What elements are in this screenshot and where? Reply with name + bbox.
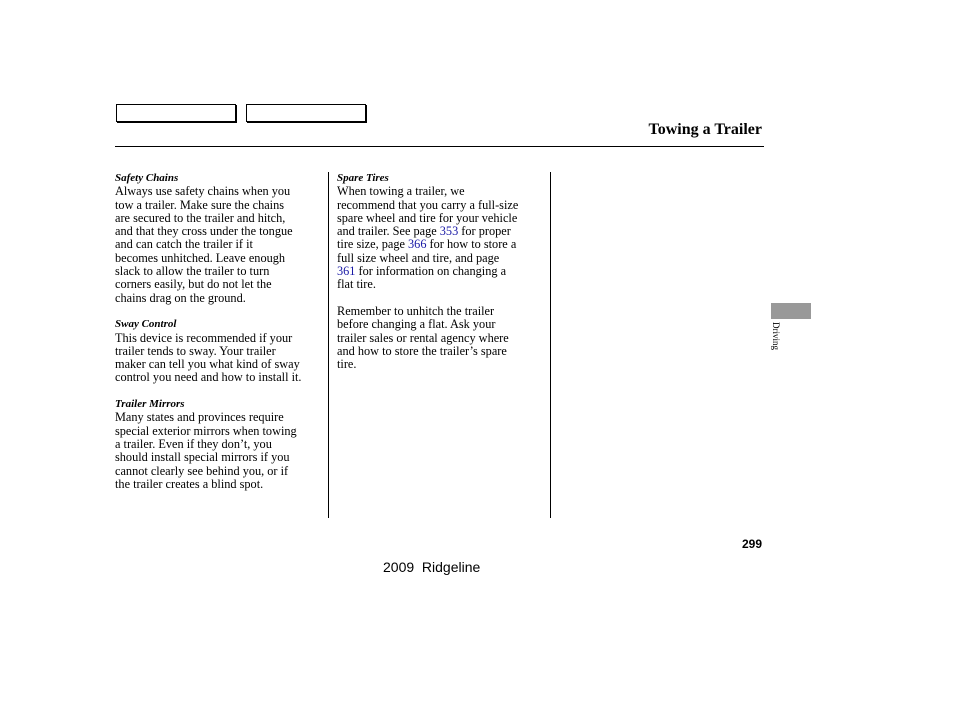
right-column xyxy=(337,172,543,385)
chapter-tab-marker xyxy=(771,303,811,319)
section-heading-spare-tires: Spare Tires xyxy=(337,172,389,184)
page-number: 299 xyxy=(741,537,762,551)
page-link-353[interactable]: 353 xyxy=(439,224,459,239)
footer-model-name: 2009 Ridgeline xyxy=(383,559,481,575)
chapter-tab-label: Driving xyxy=(771,322,781,350)
text-fragment: for information on changing a flat tire. xyxy=(337,264,507,292)
section-text-spare-tires xyxy=(337,185,543,291)
nav-previous-button[interactable] xyxy=(116,104,236,122)
column-divider-2 xyxy=(550,172,551,518)
text-fragment: for how to store a full size wheel and tire, and page xyxy=(337,237,517,265)
text-fragment: for proper tire size, page xyxy=(337,224,511,252)
left-column xyxy=(115,172,321,504)
nav-next-button[interactable] xyxy=(246,104,366,122)
column-divider-1 xyxy=(328,172,329,518)
page-link-366[interactable]: 366 xyxy=(408,237,427,252)
title-divider xyxy=(115,146,764,147)
page-link-361[interactable]: 361 xyxy=(337,264,356,279)
text-fragment: When towing a trailer, we recommend that you carry a full-size spare wheel and tire for your vehicle and trailer. See page xyxy=(337,184,519,239)
section-text-sway-control: This device is recommended if your trailer tends to sway. Your trailer maker can tell you what kind of sway control you need and how to install it. xyxy=(115,330,302,385)
section-heading-trailer-mirrors: Trailer Mirrors xyxy=(115,398,185,411)
section-heading-safety-chains: Safety Chains xyxy=(115,172,179,184)
page-title: Towing a Trailer xyxy=(648,121,762,138)
section-text-unhitch: Remember to unhitch the trailer before changing a flat. Ask your trailer sales or rental agency where and how to store the trailer’s spare tire. xyxy=(337,303,509,372)
section-heading-sway-control: Sway Control xyxy=(115,318,177,331)
section-text-safety-chains: Always use safety chains when you tow a trailer. Make sure the chains are secured to the trailer and hitch, and that they cross under the tongue and can catch the trailer if it becomes unhitched. Leave enough slack to allow the trailer to turn corners easily, but do not let the chains drag on the ground. xyxy=(115,184,293,305)
section-text-trailer-mirrors: Many states and provinces require special exterior mirrors when towing a trailer. Even if they don’t, you should install special mirrors if you cannot clearly see behind you, or if the trailer creates a blind spot. xyxy=(115,410,297,491)
